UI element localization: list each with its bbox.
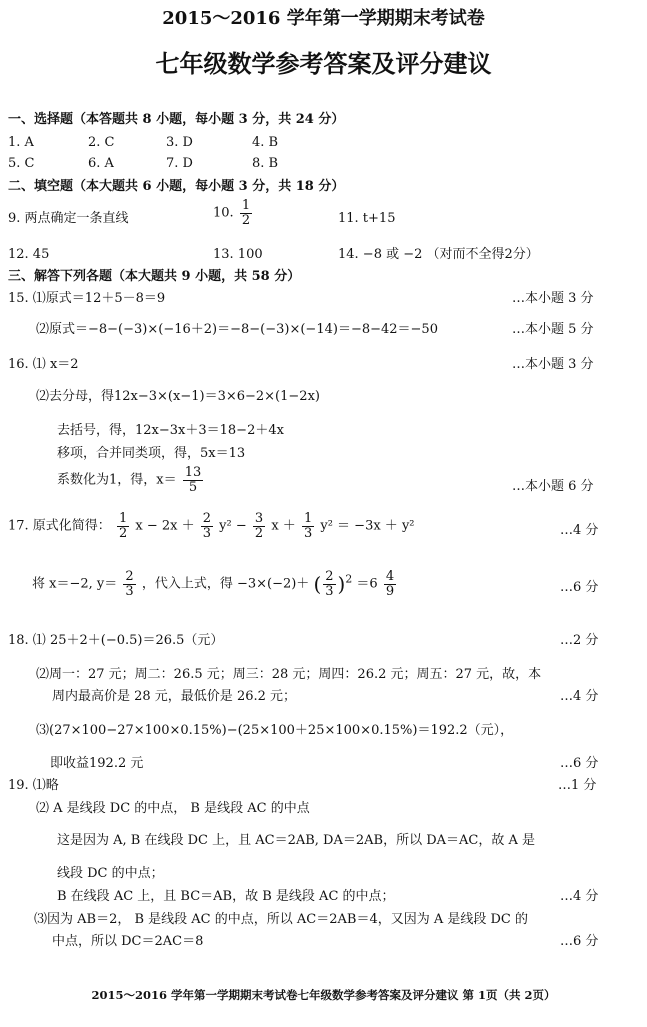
q16-part2-step2: 去括号，得，12x−3x＋3＝18−2＋4x [57, 423, 284, 438]
q16-part2-score: …本小题 6 分 [512, 479, 594, 494]
answer-4: 4. B [252, 135, 279, 150]
q18-part3-score: …6 分 [560, 756, 599, 771]
q17-score-2: …6 分 [560, 580, 599, 595]
q19-part1: 19. ⑴略 [8, 778, 59, 793]
q18-part2-score: …4 分 [560, 689, 599, 704]
answer-8: 8. B [252, 156, 279, 171]
q15-part1-score: …本小题 3 分 [512, 291, 594, 306]
section-1-heading: 一、选择题（本答题共 8 小题，每小题 3 分，共 24 分） [8, 112, 345, 127]
q15-part2-score: …本小题 5 分 [512, 322, 594, 337]
answer-7: 7. D [166, 156, 193, 171]
q18-part2-line2: 周内最高价是 28 元，最低价是 26.2 元； [52, 689, 297, 704]
q16-part1-score: …本小题 3 分 [512, 357, 594, 372]
section-2-heading: 二、填空题（本大题共 6 小题，每小题 3 分，共 18 分） [8, 179, 345, 194]
page-footer: 2015～2016 学年第一学期期末考试卷七年级数学参考答案及评分建议 第 1页（共 2页） [91, 988, 556, 1002]
answer-2: 2. C [88, 135, 115, 150]
q17-score-1: …4 分 [560, 523, 599, 538]
answer-9: 9. 两点确定一条直线 [8, 211, 129, 226]
q18-part1-score: …2 分 [560, 633, 599, 648]
answer-11: 11. t+15 [338, 211, 396, 226]
q17-simplified: 17. 原式化简得： $\frac{1}{2}$ x − 2x ＋ $\frac{2}{3}$ y² − $\frac{3}{2}$ x ＋ $\frac{1}{3}$ y² ＝ −3x ＋ y² [8, 511, 415, 541]
answer-10 [213, 199, 254, 227]
q19-part2-line4: B 在线段 AC 上，且 BC＝AB，故 B 是线段 AC 的中点； [57, 889, 395, 904]
answer-14: 14. −8 或 −2 （对而不全得2分） [338, 247, 539, 262]
answer-10-label: 10. [213, 205, 234, 221]
q16-part2-step4: 系数化为1，得，x＝ $\frac{13}{5}$ [57, 465, 202, 495]
q18-part1: 18. ⑴ 25＋2＋(−0.5)＝26.5（元） [8, 633, 224, 648]
q16-part1: 16. ⑴ x＝2 [8, 357, 79, 372]
answer-1: 1. A [8, 135, 34, 150]
q18-part2-line1: ⑵周一：27 元；周二：26.5 元；周三：28 元；周四：26.2 元；周五：27 元，故，本 [36, 667, 542, 682]
q19-part3-line1: ⑶因为 AB＝2， B 是线段 AC 的中点，所以 AC＝2AB＝4，又因为 A 是线段 DC 的 [34, 912, 529, 927]
q19-part2-score: …4 分 [560, 889, 599, 904]
q19-part2-line1: ⑵ A 是线段 DC 的中点， B 是线段 AC 的中点 [36, 801, 310, 816]
q16-part2-step1: ⑵去分母，得12x−3×(x−1)＝3×6−2×(1−2x) [36, 389, 320, 404]
q19-part3-score: …6 分 [560, 934, 599, 949]
answer-key-title: 七年级数学参考答案及评分建议 [155, 49, 492, 78]
answer-10-fraction: $\frac{1}{2}$ [241, 198, 251, 228]
answer-13: 13. 100 [213, 247, 263, 262]
q15-part1: 15. ⑴原式＝12＋5－8＝9 [8, 291, 166, 306]
q16-result-fraction: $\frac{13}{5}$ [184, 465, 202, 495]
answer-12: 12. 45 [8, 247, 50, 262]
q18-part3-line1: ⑶(27×100−27×100×0.15%)−(25×100＋25×100×0.15%)＝192.2（元）， [36, 723, 514, 738]
section-3-heading: 三、解答下列各题（本大题共 9 小题，共 58 分） [8, 269, 301, 284]
answer-5: 5. C [8, 156, 35, 171]
q19-part1-score: …1 分 [558, 778, 597, 793]
q17-substitution: 将 x＝−2, y＝ $\frac{2}{3}$ ，代入上式，得 −3×(−2)＋ ( $\frac{2}{3}$ )$^2$ ＝6 $\frac{4}{9}$ [32, 569, 395, 599]
exam-title: 2015～2016 学年第一学期期末考试卷 [162, 8, 485, 29]
q16-part2-step3: 移项，合并同类项，得，5x＝13 [57, 446, 246, 461]
answer-3: 3. D [166, 135, 193, 150]
answer-6: 6. A [88, 156, 114, 171]
q18-part3-line2: 即收益192.2 元 [50, 756, 144, 771]
q15-part2: ⑵原式＝−8−(−3)×(−16＋2)＝−8−(−3)×(−14)＝−8−42＝−50 [36, 322, 438, 337]
q19-part2-line3: 线段 DC 的中点； [57, 866, 164, 881]
q19-part3-line2: 中点，所以 DC＝2AC＝8 [52, 934, 204, 949]
q19-part2-line2: 这是因为 A, B 在线段 DC 上，且 AC＝2AB, DA＝2AB，所以 DA＝AC，故 A 是 [57, 833, 536, 848]
